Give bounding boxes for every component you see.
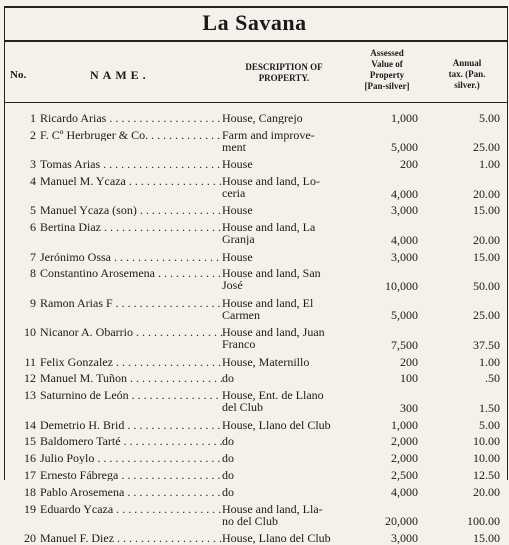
description-line: do — [222, 485, 234, 498]
property-description — [222, 356, 356, 368]
description-line: Carmen — [222, 307, 260, 321]
owner-name: Tomas Arias . . . — [40, 158, 222, 170]
description-line: House and land, La — [222, 221, 316, 235]
owner-name: F. Cº Herbruger & Co. . . . — [40, 129, 222, 141]
assessed-value: 7,500 — [391, 337, 418, 352]
row-number: 14 — [24, 417, 36, 432]
annual-tax: 15.00 — [473, 249, 500, 264]
description-line: ceria — [222, 186, 246, 199]
description-line: House and land, Lo- — [222, 175, 320, 188]
annual-tax: 20.00 — [473, 232, 500, 247]
annual-tax: 25.00 — [473, 140, 500, 155]
row-number: 18 — [24, 484, 36, 499]
annual-tax: 1.50 — [479, 400, 500, 415]
description-line: House, Ent. de Llano — [222, 389, 324, 403]
property-description — [222, 221, 356, 245]
owner-name: Jerónimo Ossa . . . — [40, 251, 222, 263]
top-rule — [4, 6, 508, 8]
property-description — [222, 419, 356, 431]
owner-name: Eduardo Ycaza . . . — [40, 503, 222, 515]
description-line: House — [222, 204, 253, 217]
property-description — [222, 486, 356, 498]
assessed-value: 300 — [400, 400, 418, 415]
property-description — [222, 112, 356, 124]
header-tax-line: tax. (Pan. — [448, 69, 486, 79]
description-line: José — [222, 278, 243, 292]
owner-name: Julio Poylo . . . — [40, 452, 222, 464]
property-description — [222, 532, 356, 544]
property-description — [222, 158, 356, 170]
description-line: do — [222, 469, 234, 481]
assessed-value: 200 — [400, 354, 418, 369]
assessed-value: 4,000 — [391, 186, 418, 201]
header-value-line: [Pan-silver] — [364, 81, 410, 91]
row-number: 15 — [24, 434, 36, 449]
assessed-value: 3,000 — [391, 249, 418, 264]
description-line: Farm and improve- — [222, 128, 315, 142]
annual-tax: 15.00 — [473, 203, 500, 218]
property-description — [222, 326, 356, 350]
row-number: 3 — [30, 157, 36, 172]
header-tax — [432, 58, 502, 91]
owner-name: Baldomero Tarté . . . — [40, 435, 222, 447]
owner-name: Demetrio H. Brid . . . — [40, 419, 222, 431]
row-number: 10 — [24, 325, 36, 340]
row-number: 20 — [24, 531, 36, 545]
assessed-value: 3,000 — [391, 203, 418, 218]
owner-name: Ricardo Arias . . . — [40, 112, 222, 124]
assessed-value: 5,000 — [391, 140, 418, 155]
owner-name: Manuel M. Tuñon . . . — [40, 372, 222, 384]
assessed-value: 100 — [400, 371, 418, 386]
header-tax-line: silver.) — [454, 80, 480, 90]
left-border — [4, 6, 5, 480]
row-number: 16 — [24, 451, 36, 466]
header-value-line: Value of — [371, 59, 403, 69]
owner-name: Nicanor A. Obarrio . . . — [40, 326, 222, 338]
owner-name: Bertina Diaz . . . — [40, 221, 222, 233]
header-description-line: PROPERTY. — [258, 73, 310, 83]
description-line: House and land, Lla- — [222, 502, 323, 516]
description-line: House, Cangrejo — [222, 112, 303, 124]
property-description — [222, 175, 356, 199]
owner-name: Saturnino de León . . . — [40, 389, 222, 401]
row-number: 19 — [24, 501, 36, 516]
description-line: do — [222, 372, 234, 385]
owner-name: Pablo Arosemena . . . — [40, 486, 222, 498]
assessed-value: 3,000 — [391, 531, 418, 545]
assessed-value: 200 — [400, 157, 418, 172]
row-number: 9 — [30, 295, 36, 310]
annual-tax: 10.00 — [473, 451, 500, 466]
row-number: 8 — [30, 266, 36, 281]
property-description — [222, 469, 356, 481]
assessed-value: 4,000 — [391, 484, 418, 499]
header-name: NAME. — [90, 68, 150, 82]
row-number: 13 — [24, 388, 36, 403]
owner-name: Manuel Ycaza (son) . . . — [40, 204, 222, 216]
assessed-value: 2,500 — [391, 468, 418, 482]
description-line: House and land, San — [222, 267, 321, 281]
assessed-value: 4,000 — [391, 232, 418, 247]
header-no: No. — [10, 69, 27, 81]
row-number: 5 — [30, 203, 36, 218]
property-description — [222, 251, 356, 263]
property-description — [222, 204, 356, 216]
assessed-value: 2,000 — [391, 451, 418, 466]
assessed-value: 1,000 — [391, 111, 418, 125]
annual-tax: 10.00 — [473, 434, 500, 449]
row-number: 6 — [30, 220, 36, 235]
property-description — [222, 372, 356, 384]
row-number: 7 — [30, 249, 36, 264]
description-line: do — [222, 452, 234, 465]
annual-tax: 1.00 — [479, 354, 500, 369]
description-line: do — [222, 435, 234, 448]
property-description — [222, 297, 356, 321]
description-line: House, Llano del Club — [222, 418, 331, 431]
description-line: Granja — [222, 232, 255, 246]
description-line: ment — [222, 139, 246, 153]
annual-tax: 100.00 — [467, 514, 500, 529]
annual-tax: 5.00 — [479, 111, 500, 125]
property-description — [222, 435, 356, 447]
description-line: House and land, Juan — [222, 326, 325, 340]
property-description — [222, 389, 356, 413]
description-line: House — [222, 250, 253, 263]
annual-tax: 12.50 — [473, 468, 500, 482]
header-value-line: Assessed — [370, 48, 404, 58]
annual-tax: .50 — [485, 371, 500, 386]
description-line: House, Llano del Club — [222, 532, 331, 544]
assessed-value: 20,000 — [385, 514, 418, 529]
annual-tax: 20.00 — [473, 484, 500, 499]
annual-tax: 50.00 — [473, 278, 500, 293]
assessed-value: 1,000 — [391, 417, 418, 432]
owner-name: Felix Gonzalez . . . — [40, 356, 222, 368]
owner-name: Ernesto Fábrega . . . — [40, 469, 222, 481]
annual-tax: 20.00 — [473, 186, 500, 201]
description-line: del Club — [222, 400, 263, 414]
row-number: 2 — [30, 127, 36, 142]
property-description — [222, 503, 356, 527]
description-line: Franco — [222, 337, 256, 351]
annual-tax: 5.00 — [479, 417, 500, 432]
annual-tax: 1.00 — [479, 157, 500, 172]
title-rule — [4, 40, 508, 42]
header-value-line: Property — [369, 70, 405, 80]
description-line: no del Club — [222, 513, 278, 527]
header-description-line: DESCRIPTION OF — [245, 62, 323, 72]
annual-tax: 37.50 — [473, 337, 500, 352]
description-line: House and land, El — [222, 296, 314, 310]
assessed-value: 5,000 — [391, 308, 418, 323]
row-number: 12 — [24, 371, 36, 386]
owner-name: Manuel F. Diez . . . — [40, 532, 222, 544]
row-number: 4 — [30, 174, 36, 188]
property-description — [222, 452, 356, 464]
owner-name: Manuel M. Ycaza . . . — [40, 175, 222, 187]
assessed-value: 2,000 — [391, 434, 418, 449]
right-border — [507, 6, 508, 480]
header-description — [228, 62, 340, 84]
annual-tax: 25.00 — [473, 308, 500, 323]
annual-tax: 15.00 — [473, 531, 500, 545]
header-rule — [4, 102, 508, 103]
owner-name: Constantino Arosemena . . . — [40, 267, 222, 279]
header-tax-line: Annual — [452, 58, 482, 68]
property-description — [222, 267, 356, 291]
page-title: La Savana — [202, 10, 307, 35]
description-line: House, Maternillo — [222, 355, 310, 368]
row-number: 11 — [24, 354, 36, 369]
header-value — [350, 48, 424, 92]
row-number: 1 — [30, 111, 36, 125]
owner-name: Ramon Arias F . . . — [40, 297, 222, 309]
assessed-value: 10,000 — [385, 278, 418, 293]
description-line: House — [222, 158, 253, 171]
row-number: 17 — [24, 468, 36, 482]
property-description — [222, 129, 356, 153]
